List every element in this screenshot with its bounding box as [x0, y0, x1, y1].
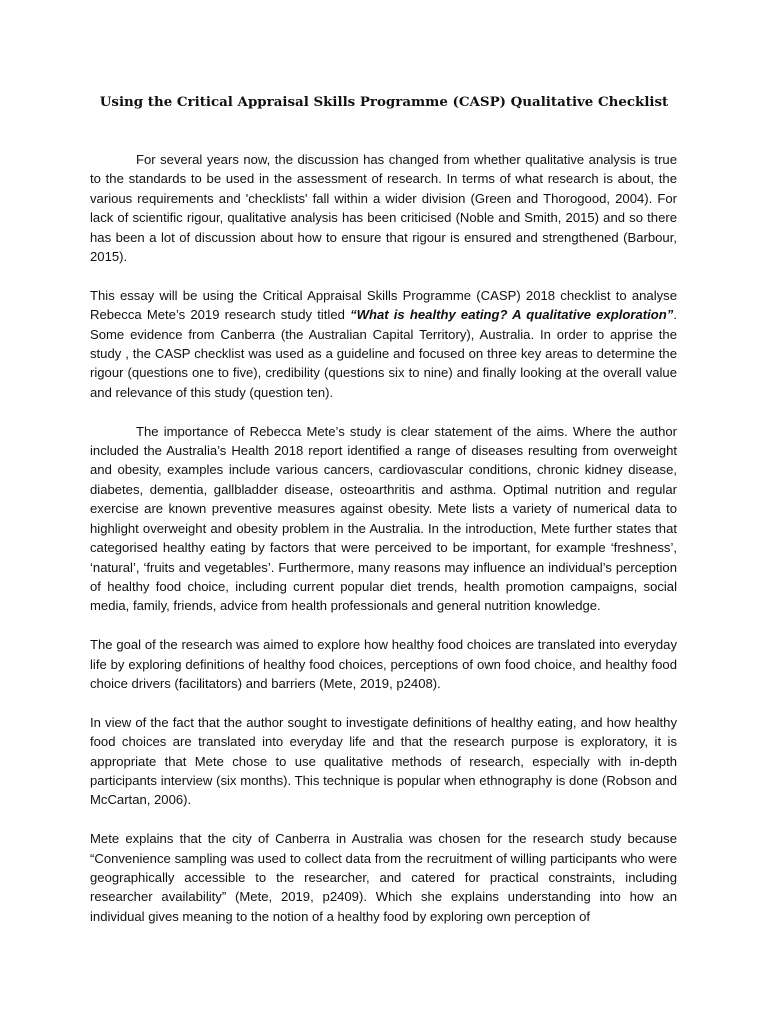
paragraph-intro: For several years now, the discussion has changed from whether qualitative analysis is true to the standards to be used in the assessment of research. In terms of what research is about, the various requirements and 'checklists' fall within a wider division (Green and Thorogood, 2004). For lack of scientific rigour, qualitative analysis has been criticised (Noble and Smith, 2015) and so there has been a lot of discussion about how to ensure that rigour is ensured and strengthened (Barbour, 2015). [90, 152, 677, 265]
document-body [90, 150, 677, 946]
paragraph-methodology: In view of the fact that the author sought to investigate definitions of healthy eating, and how healthy food choices are translated into everyday life and that the research purpose is exploratory, it is appropriate that Mete chose to use qualitative methods of research, especially with in-depth participants interview (six months). This technique is popular when ethnography is done (Robson and McCartan, 2006). [90, 714, 677, 808]
paragraph-study-aims: The importance of Rebecca Mete’s study is clear statement of the aims. Where the author included the Australia’s Health 2018 report identified a range of diseases resulting from overweight and obesity, examples include various cancers, cardiovascular conditions, chronic kidney disease, diabetes, dementia, gallbladder disease, osteoarthritis and asthma. Optimal nutrition and regular exercise are known preventive measures against obesity. Mete lists a variety of numerical data to highlight overweight and obesity problem in the Australia. In the introduction, Mete further states that categorised healthy eating by factors that were perceived to be important, for example ‘freshness’, ‘natural’, ‘fruits and vegetables’. Furthermore, many reasons may influence an individual’s perception of healthy food choice, including current popular diet trends, health promotion campaigns, social media, family, friends, advice from health professionals and general nutrition knowledge. [90, 423, 677, 614]
paragraph-research-goal: The goal of the research was aimed to explore how healthy food choices are translated into everyday life by exploring definitions of healthy food choices, perceptions of own food choice, and healthy food choice drivers (facilitators) and barriers (Mete, 2019, p2408). [90, 637, 677, 691]
paragraph-essay-aim-text-start: This essay will be using the Critical Appraisal Skills Programme (CASP) 2018 checklist to analyse Rebecca Mete’s 2019 research study titled [90, 287, 677, 323]
paragraph-essay-aim [90, 286, 677, 402]
study-title-quote: “What is healthy eating? A qualitative exploration” [350, 307, 674, 323]
document-title: Using the Critical Appraisal Skills Programme (CASP) Qualitative Checklist [99, 94, 669, 110]
paragraph-sampling: Mete explains that the city of Canberra in Australia was chosen for the research study because “Convenience sampling was used to collect data from the recruitment of willing participants who were geographically accessible to the researcher, and catered for practical constraints, including researcher availability” (Mete, 2019, p2409). Which she explains understanding into how an individual gives meaning to the notion of a healthy food by exploring own perception of [90, 831, 677, 924]
paragraph-essay-aim-text-end: . Some evidence from Canberra (the Australian Capital Territory), Australia. In order to apprise the study , the CASP checklist was used as a guideline and focused on three key areas to determine the rigour (questions one to five), credibility (questions six to nine) and finally looking at the overall value and relevance of this study (question ten). [90, 307, 677, 400]
